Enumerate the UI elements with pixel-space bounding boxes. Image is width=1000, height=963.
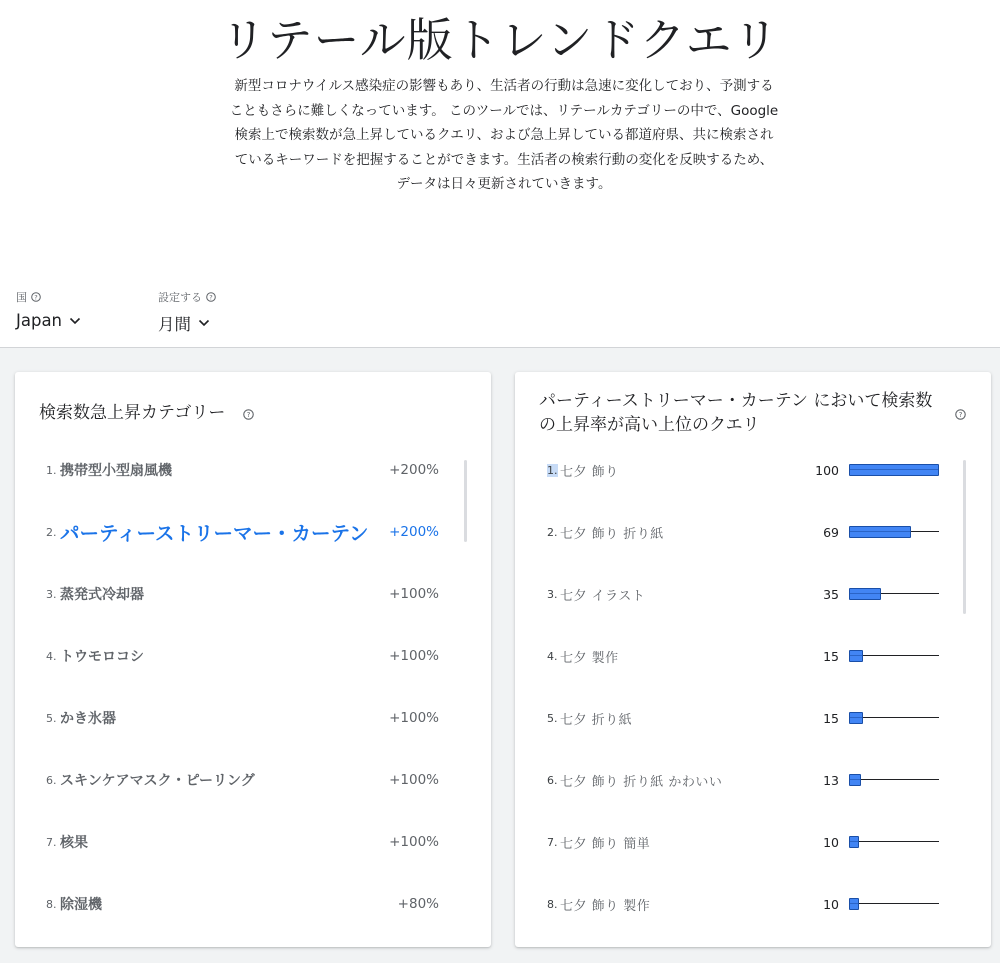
period-filter[interactable]	[158, 289, 216, 335]
category-name: トウモロコシ	[60, 649, 144, 665]
query-text: 七夕 製作	[560, 650, 619, 666]
query-rank: 1.	[547, 463, 558, 477]
query-row[interactable]	[515, 892, 991, 916]
category-name: かき氷器	[60, 711, 116, 727]
country-filter[interactable]	[16, 289, 82, 330]
bar-fill	[849, 464, 939, 476]
country-filter-label-row	[16, 289, 82, 305]
rising-categories-card	[15, 372, 491, 947]
query-bar	[849, 588, 939, 600]
period-select-value: 月間	[158, 315, 191, 334]
query-bar	[849, 898, 939, 910]
query-text: 七夕 イラスト	[560, 588, 646, 604]
bar-baseline	[849, 903, 939, 904]
query-row[interactable]	[515, 520, 991, 544]
bar-fill	[849, 898, 859, 910]
category-name: 除湿機	[60, 897, 102, 913]
category-row[interactable]	[15, 706, 491, 730]
svg-text:?: ?	[209, 293, 213, 302]
country-filter-label: 国	[16, 291, 27, 304]
query-row[interactable]	[515, 830, 991, 854]
category-rank: 4.	[46, 649, 57, 663]
country-select-value: Japan	[16, 311, 63, 330]
category-name: 核果	[60, 835, 88, 851]
category-row[interactable]	[15, 458, 491, 482]
query-rank: 4.	[547, 649, 558, 663]
chevron-down-icon	[68, 314, 82, 328]
query-bar	[849, 650, 939, 662]
category-name: スキンケアマスク・ピーリング	[60, 773, 255, 789]
intro-line: 検索上で検索数が急上昇しているクエリ、および急上昇している都道府県、共に検索され	[234, 127, 774, 143]
category-row[interactable]	[15, 644, 491, 668]
query-bar	[849, 526, 939, 538]
query-rank: 2.	[547, 525, 558, 539]
query-rank: 7.	[547, 835, 558, 849]
help-icon[interactable]	[31, 292, 41, 302]
query-rank: 5.	[547, 711, 558, 725]
query-value: 15	[823, 648, 839, 664]
category-name: 蒸発式冷却器	[60, 587, 144, 603]
bar-fill	[849, 712, 863, 724]
help-icon[interactable]	[955, 409, 966, 420]
svg-text:?: ?	[34, 293, 38, 302]
category-rank: 5.	[46, 711, 57, 725]
query-row[interactable]	[515, 582, 991, 606]
queries-card-title: パーティーストリーマー・カーテン において検索数の上昇率が高い上位のクエリ	[539, 391, 933, 435]
category-change: +200%	[389, 462, 439, 478]
query-value: 100	[815, 462, 839, 478]
category-name: パーティーストリーマー・カーテン	[60, 522, 369, 545]
category-rank: 7.	[46, 835, 57, 849]
query-text: 七夕 飾り 製作	[560, 898, 651, 914]
query-bar	[849, 712, 939, 724]
category-row[interactable]	[15, 768, 491, 792]
query-row[interactable]	[515, 768, 991, 792]
category-name: 携帯型小型扇風機	[60, 463, 172, 479]
query-rank: 8.	[547, 897, 558, 911]
category-row[interactable]	[15, 582, 491, 606]
query-bar	[849, 774, 939, 786]
category-row[interactable]	[15, 892, 491, 916]
intro-line: 新型コロナウイルス感染症の影響もあり、生活者の行動は急速に変化しており、予測する	[234, 78, 774, 94]
category-rank: 8.	[46, 897, 57, 911]
query-value: 35	[823, 586, 839, 602]
category-change: +200%	[389, 524, 439, 540]
svg-text:?: ?	[246, 410, 251, 420]
intro-line: データは日々更新されていきます。	[396, 176, 612, 192]
intro-line: こともさらに難しくなっています。 このツールでは、リテールカテゴリーの中で、Google	[229, 102, 779, 119]
category-change: +100%	[389, 586, 439, 602]
bar-baseline	[849, 779, 939, 780]
category-change: +100%	[389, 834, 439, 850]
category-row[interactable]	[15, 520, 491, 544]
bar-baseline	[849, 841, 939, 842]
period-select[interactable]	[158, 311, 216, 335]
query-value: 15	[823, 710, 839, 726]
query-text: 七夕 飾り 折り紙 かわいい	[560, 774, 723, 790]
intro-line: ているキーワードを把握することができます。生活者の検索行動の変化を反映するため、	[234, 151, 774, 168]
query-value: 13	[823, 772, 839, 788]
svg-text:?: ?	[958, 410, 963, 420]
query-rank: 3.	[547, 587, 558, 601]
query-bar	[849, 464, 939, 476]
chevron-down-icon	[197, 316, 211, 330]
query-row[interactable]	[515, 706, 991, 730]
category-row[interactable]	[15, 830, 491, 854]
query-text: 七夕 飾り 簡単	[560, 836, 651, 852]
query-row[interactable]	[515, 458, 991, 482]
category-rank: 1.	[46, 463, 57, 477]
bar-fill	[849, 650, 863, 662]
category-rank: 3.	[46, 587, 57, 601]
query-value: 10	[823, 896, 839, 912]
query-row[interactable]	[515, 644, 991, 668]
category-rank: 2.	[46, 525, 57, 539]
category-rank: 6.	[46, 773, 57, 787]
query-value: 69	[823, 524, 839, 540]
query-rank: 6.	[547, 773, 558, 787]
country-select[interactable]	[16, 311, 82, 330]
categories-card-title: 検索数急上昇カテゴリー	[39, 403, 226, 423]
help-icon[interactable]	[243, 409, 254, 420]
bar-fill	[849, 836, 859, 848]
query-bar	[849, 836, 939, 848]
query-text: 七夕 折り紙	[560, 712, 633, 728]
page-title: リテール版トレンドクエリ	[220, 13, 780, 67]
query-text: 七夕 飾り 折り紙	[560, 526, 664, 542]
bar-fill	[849, 526, 911, 538]
intro-text	[214, 74, 794, 197]
category-change: +80%	[397, 896, 439, 912]
period-filter-label-row	[158, 289, 216, 305]
period-filter-label: 設定する	[158, 291, 202, 304]
bar-fill	[849, 774, 861, 786]
help-icon[interactable]	[206, 292, 216, 302]
query-value: 10	[823, 834, 839, 850]
query-text: 七夕 飾り	[560, 464, 619, 480]
top-queries-card	[515, 372, 991, 947]
category-change: +100%	[389, 772, 439, 788]
bar-fill	[849, 588, 881, 600]
hero-section	[0, 0, 1000, 347]
category-change: +100%	[389, 710, 439, 726]
category-change: +100%	[389, 648, 439, 664]
